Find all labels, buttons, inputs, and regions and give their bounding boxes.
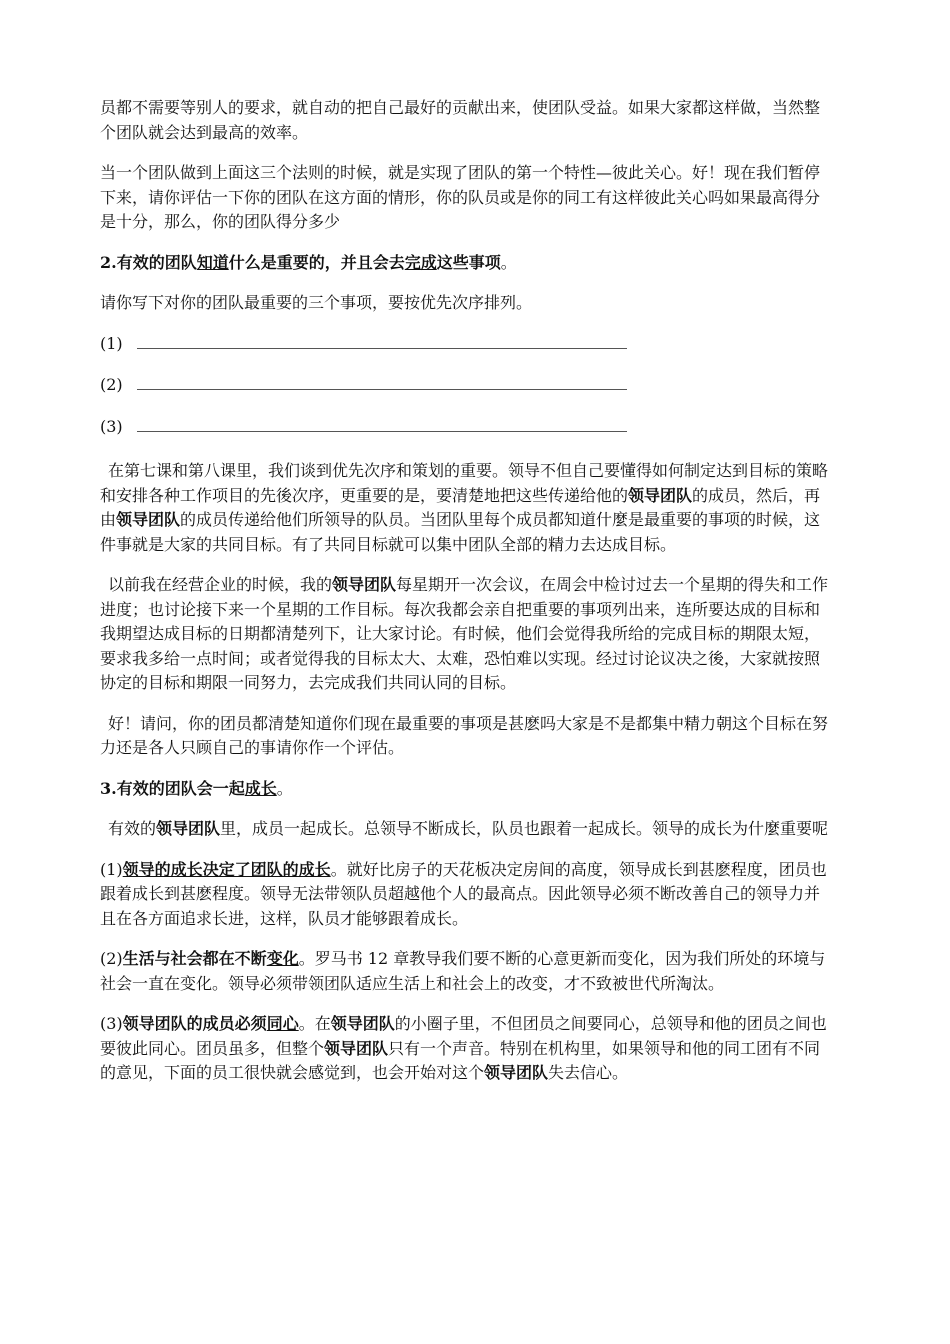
bold-term: 领导团队 — [484, 1063, 549, 1082]
blank-rule[interactable] — [137, 334, 627, 349]
paragraph-10: (3)领导团队的成员必须同心。在领导团队的小圈子里，不但团员之间要同心，总领导和他的团员之间也要彼此同心。团员虽多，但整个领导团队只有一个声音。特别在机构里，如果领导和他的同工团有不同的意见，下面的员工很快就会感觉到，也会开始对这个领导团队失去信心。 — [100, 1014, 827, 1082]
section-heading-3: 3.有效的团队会一起成长。 — [100, 778, 293, 798]
blank-number: (2) — [100, 375, 123, 394]
bold-term: 领导团队 — [116, 510, 181, 529]
fill-in-line-1[interactable] — [100, 332, 835, 357]
bold-term: 领导团队 — [330, 1014, 395, 1033]
paragraph-4: 在第七课和第八课里，我们谈到优先次序和策划的重要。领导不但自己要懂得如何制定达到目标的策略和安排各种工作项目的先後次序，更重要的是，要清楚地把这些传递给他的领导团队的成员，然后，再由领导团队的成员传递给他们所领导的队员。当团队里每个成员都知道什麼是最重要的事项的时候，这件事就是大家的共同目标。有了共同目标就可以集中团队全部的精力去达成目标。 — [100, 461, 829, 554]
bold-term: 生活与社会都在不断 — [122, 949, 267, 968]
heading-text: 什么是重要的，并且会去 — [228, 252, 405, 272]
heading-text: 。 — [500, 252, 517, 272]
paragraph-2: 当一个团队做到上面这三个法则的时候，就是实现了团队的第一个特性—彼此关心。好！现在我们暂停下来，请你评估一下你的团队在这方面的情形，你的队员或是你的同工有这样彼此关心吗如果最高得分是十分，那么，你的团队得分多少 — [100, 163, 821, 231]
bold-term: 领导团队 — [324, 1038, 389, 1058]
fill-in-line-2[interactable] — [100, 373, 835, 398]
bold-term: 变化 — [266, 949, 299, 968]
heading-underlined: 知道 — [196, 252, 229, 272]
paragraph-7: 有效的领导团队里，成员一起成长。总领导不断成长，队员也跟着一起成长。领导的成长为什麼重要呢 — [108, 819, 829, 838]
fill-in-line-3[interactable] — [100, 415, 835, 440]
heading-underlined: 成长 — [244, 778, 277, 798]
bold-term: 领导团队的成员必须 — [122, 1014, 267, 1033]
paragraph-5: 以前我在经营企业的时候，我的领导团队每星期开一次会议，在周会中检讨过去一个星期的得失和工作进度；也讨论接下来一个星期的工作目标。每次我都会亲自把重要的事项列出来，连所要达成的目标和我期望达成目标的日期都清楚列下，让大家讨论。有时候，他们会觉得我所给的完成目标的期限太短，要求我多给一点时间；或者觉得我的目标太大、太难，恐怕难以实现。经过讨论议决之後，大家就按照协定的目标和期限一同努力，去完成我们共同认同的目标。 — [100, 575, 829, 692]
paragraph-6: 好！请问，你的团员都清楚知道你们现在最重要的事项是甚麽吗大家是不是都集中精力朝这个目标在努力还是各人只顾自己的事请你作一个评估。 — [100, 713, 829, 757]
paragraph-8: (1)领导的成长决定了团队的成长。就好比房子的天花板决定房间的高度，领导成长到甚麽程度，团员也跟着成长到甚麽程度。领导无法带领队员超越他个人的最高点。因此领导必须不断改善自己的领导力并且在各方面追求长进，这样，队员才能够跟着成长。 — [100, 859, 827, 928]
heading-text: 2.有效的团队 — [100, 252, 197, 272]
blank-rule[interactable] — [137, 375, 627, 390]
blank-number: (3) — [100, 416, 123, 436]
paragraph-3: 请你写下对你的团队最重要的三个事项，要按优先次序排列。 — [100, 293, 533, 312]
paragraph-9: (2)生活与社会都在不断变化。罗马书 12 章教导我们要不断的心意更新而变化，因为我们所处的环境与社会一直在变化。领导必须带领团队适应生活上和社会上的改变，才不致被世代所淘汰。 — [100, 949, 826, 993]
section-heading-2 — [100, 251, 835, 276]
bold-term: 领导团队 — [628, 485, 693, 505]
bold-term: 领导的成长决定了团队的成长 — [122, 859, 331, 879]
heading-text: 这些事项 — [436, 252, 501, 272]
bold-term: 同心 — [266, 1014, 299, 1033]
bold-term: 领导团队 — [332, 575, 397, 594]
heading-underlined: 完成 — [404, 252, 437, 272]
bold-term: 领导团队 — [156, 819, 221, 838]
paragraph-1: 员都不需要等别人的要求，就自动的把自己最好的贡献出来，使团队受益。如果大家都这样做，当然整个团队就会达到最高的效率。 — [100, 98, 821, 142]
document-page — [100, 96, 835, 1102]
blank-number: (1) — [100, 333, 123, 353]
blank-rule[interactable] — [137, 417, 627, 432]
